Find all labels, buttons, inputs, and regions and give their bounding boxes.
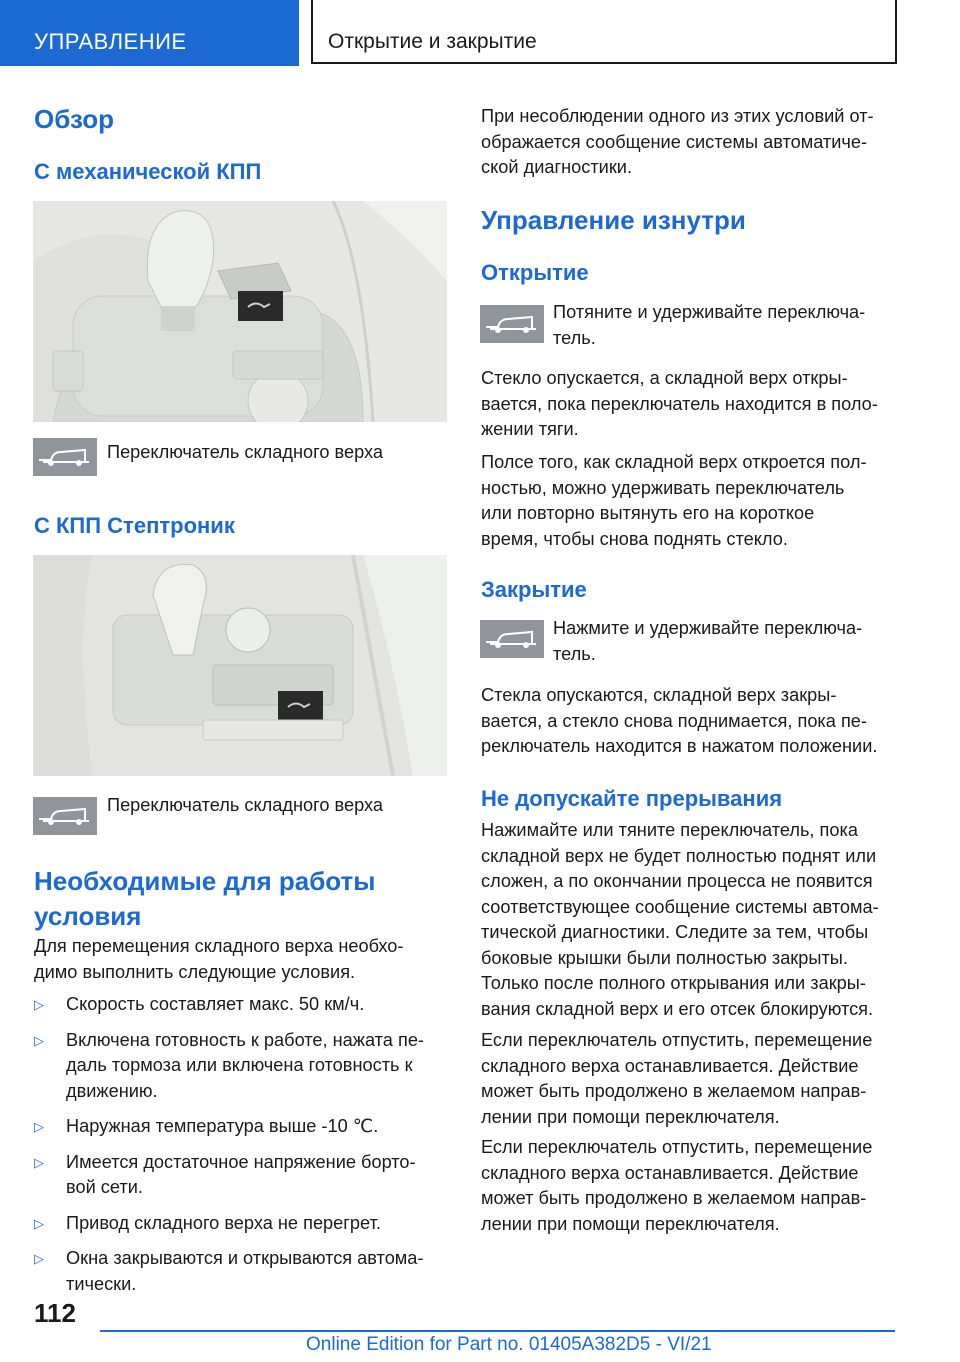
steptronic-heading: С КПП Стептроник (34, 513, 235, 538)
convertible-top-icon (480, 305, 544, 343)
triangle-bullet-icon: ▷ (34, 1119, 44, 1134)
list-item: ▷ Окна закрываются и открываются автома- тически. (34, 1248, 424, 1294)
triangle-bullet-icon: ▷ (34, 1032, 44, 1048)
section-title: УПРАВЛЕНИЕ (34, 29, 187, 54)
inside-control-heading: Управление изнутри (481, 205, 746, 235)
requirements-intro (34, 934, 403, 985)
requirements-heading-line1: Необходимые для работы (34, 866, 376, 896)
requirements-heading (34, 864, 375, 934)
manual-gearbox-heading: С механической КПП (34, 159, 262, 184)
interrupt-paragraph-3: Если переключатель отпустить, перемещение складного верха останавливается. Действие может быть продолжено в желаемом направ- лении при помощи переключателя. (481, 1137, 873, 1234)
triangle-bullet-icon: ▷ (34, 1154, 44, 1170)
steptronic-caption: Переключатель складного верха (107, 795, 384, 815)
requirements-list (34, 992, 454, 1307)
list-item: ▷ Наружная температура выше -10 ℃. (34, 1114, 454, 1140)
list-item: ▷ Имеется достаточное напряжение борто- вой сети. (34, 1151, 416, 1197)
triangle-bullet-icon: ▷ (34, 997, 44, 1012)
manual-caption: Переключатель складного верха (107, 442, 384, 462)
closing-heading: Закрытие (481, 577, 587, 602)
footer-divider (100, 1330, 895, 1332)
overview-heading: Обзор (34, 104, 114, 134)
list-item: ▷ Скорость составляет макс. 50 км/ч. (34, 992, 454, 1018)
interrupt-paragraph-1: Нажимайте или тяните переключатель, пока складной верх не будет полностью поднят или сложен, а по окончании процесса не появится соответствующее сообщение системы автома- тической диагностики. Следите за тем, чтобы боковые крышки были полностью закрыты. Только после полного открывания или закры- вания складной верх и его отсек блокируются. (481, 820, 879, 1019)
manual-gearbox-photo (33, 201, 447, 422)
right-intro: При несоблюдении одного из этих условий от- ображается сообщение системы автоматиче- ской диагностики. (481, 106, 874, 177)
interrupt-paragraph-2: Если переключатель отпустить, перемещение складного верха останавливается. Действие может быть продолжено в желаемом направ- лении при помощи переключателя. (481, 1030, 873, 1127)
convertible-top-icon (480, 620, 544, 658)
convertible-top-icon (33, 797, 97, 835)
page-number: 112 (34, 1298, 76, 1328)
list-item: ▷ Включена готовность к работе, нажата пе- даль тормоза или включена готовность к движению. (34, 1029, 424, 1101)
requirements-heading-line2: условия (34, 901, 142, 931)
triangle-bullet-icon: ▷ (34, 1251, 44, 1266)
steptronic-photo (33, 555, 447, 776)
interrupt-heading: Не допускайте прерывания (481, 786, 783, 811)
closing-icon-text: Нажмите и удерживайте переключа- тель. (553, 618, 863, 664)
opening-heading: Открытие (481, 260, 589, 285)
opening-icon-text: Потяните и удерживайте переключа- тель. (553, 302, 866, 348)
triangle-bullet-icon: ▷ (34, 1215, 44, 1231)
text-line: Для перемещения складного верха необхо- (34, 936, 404, 956)
closing-paragraph: Стекла опускаются, складной верх закры- вается, а стекло снова поднимается, пока пе- реключатель находится в нажатом положении. (481, 685, 878, 756)
opening-paragraph-1: Стекло опускается, а складной верх откры- вается, пока переключатель находится в поло- жении тяги. (481, 368, 878, 439)
convertible-top-icon (33, 438, 97, 476)
chapter-tab (311, 0, 897, 64)
chapter-title: Открытие и закрытие (328, 30, 537, 53)
opening-paragraph-2: Полсе того, как складной верх откроется пол- ностью, можно удерживать переключатель или повторно вытянуть его на короткое время, чтобы снова поднять стекло. (481, 452, 867, 549)
edition-text: Online Edition for Part no. 01405A382D5 - VI/21 (306, 1334, 712, 1355)
section-tab (0, 0, 299, 66)
text-line: димо выполнить следующие условия. (34, 961, 356, 982)
list-item: ▷ Привод складного верха не перегрет. (34, 1211, 454, 1237)
